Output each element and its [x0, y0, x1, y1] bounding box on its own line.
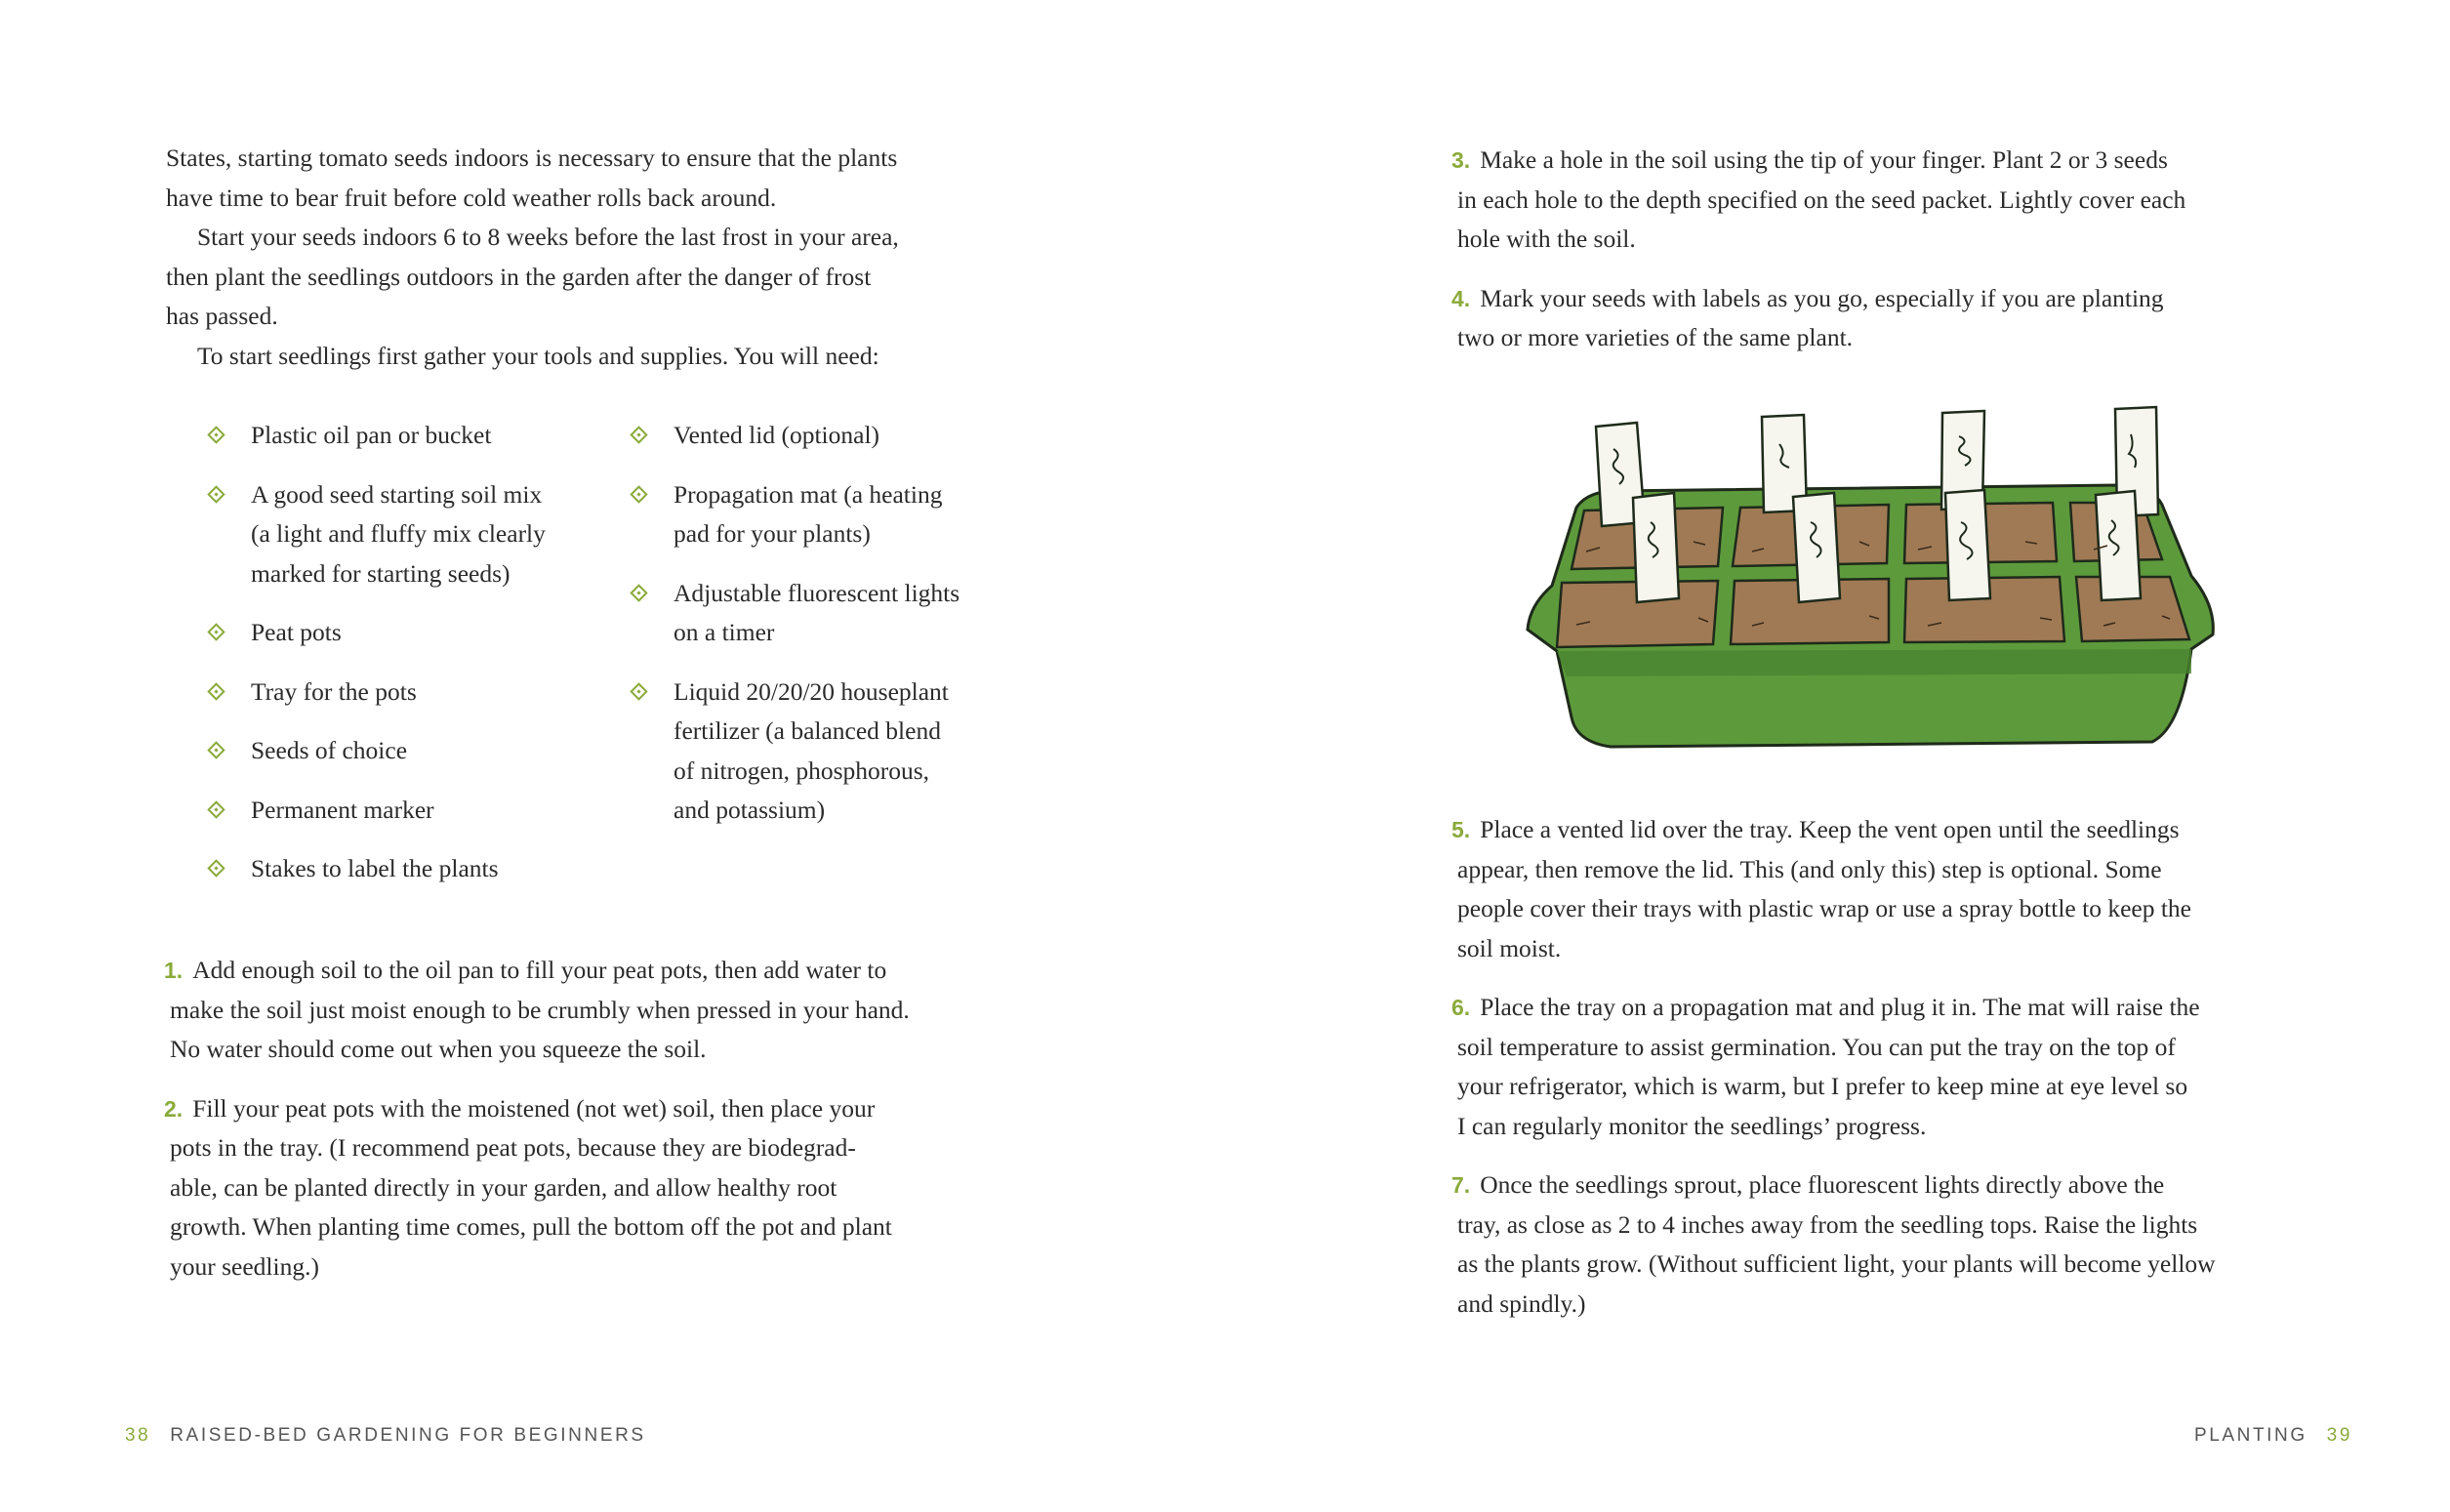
- diamond-bullet-icon: [207, 800, 225, 818]
- page-footer-left: [125, 1425, 646, 1447]
- step-line: make the soil just moist enough to be crumbly when pressed in your hand.: [170, 995, 910, 1024]
- list-item-line: Stakes to label the plants: [251, 854, 499, 882]
- step-4: [1451, 279, 2349, 358]
- intro-line: States, starting tomato seeds indoors is necessary to ensure that the plants: [166, 143, 898, 172]
- page-number: 39: [2326, 1425, 2352, 1446]
- tray-rim: [1557, 649, 2191, 676]
- list-item: [210, 849, 620, 889]
- page-number: 38: [125, 1425, 151, 1446]
- step-5: [1451, 810, 2369, 968]
- list-item-line: Seeds of choice: [251, 736, 408, 764]
- list-item-line: Plastic oil pan or bucket: [251, 421, 492, 449]
- section-title: PLANTING: [2193, 1425, 2307, 1446]
- list-item-line: Propagation mat (a heating: [674, 479, 943, 509]
- step-7: [1451, 1165, 2369, 1324]
- supplies-list-col2: [633, 416, 1052, 831]
- list-item: [210, 416, 620, 456]
- list-item-line: Liquid 20/20/20 houseplant: [674, 676, 949, 706]
- diamond-bullet-icon: [207, 682, 225, 700]
- steps-left: [164, 951, 1052, 1287]
- step-line: your refrigerator, which is warm, but I prefer to keep mine at eye level so: [1457, 1072, 2188, 1100]
- diamond-bullet-icon: [207, 859, 225, 877]
- diamond-bullet-icon: [207, 426, 225, 443]
- step-line: Place a vented lid over the tray. Keep the vent open until the seedlings: [1480, 815, 2180, 843]
- list-item-line: and potassium): [674, 796, 826, 824]
- step-number: 5.: [1451, 817, 1471, 842]
- step-number: 2.: [164, 1095, 184, 1122]
- steps-right-bottom: [1451, 810, 2369, 1324]
- step-line: two or more varieties of the same plant.: [1457, 323, 1854, 351]
- list-item-line: pad for your plants): [674, 519, 871, 548]
- step-6: [1451, 988, 2369, 1146]
- step-3: [1451, 141, 2349, 260]
- page-footer-right: [2194, 1425, 2352, 1447]
- step-line: in each hole to the depth specified on the seed packet. Lightly cover each: [1457, 184, 2186, 214]
- list-item-line: fertilizer (a balanced blend: [674, 716, 941, 745]
- step-number: 6.: [1451, 995, 1471, 1020]
- step-line: people cover their trays with plastic wrap or use a spray bottle to keep the: [1457, 894, 2192, 922]
- plant-label: [1793, 493, 1840, 602]
- step-number: 4.: [1451, 285, 1471, 311]
- list-item-line: Adjustable fluorescent lights: [674, 578, 960, 607]
- step-line: I can regularly monitor the seedlings’ progress.: [1457, 1111, 1927, 1140]
- step-line: hole with the soil.: [1457, 225, 1636, 253]
- step-line: Make a hole in the soil using the tip of your finger. Plant 2 or 3 seeds: [1480, 145, 2168, 174]
- list-item: [210, 475, 620, 594]
- paragraph-line: Start your seeds indoors 6 to 8 weeks before the last frost in your area,: [197, 223, 899, 251]
- step-line: growth. When planting time comes, pull the bottom off the pot and plant: [170, 1212, 892, 1241]
- step-line: No water should come out when you squeeze the soil.: [170, 1035, 707, 1063]
- list-item-line: Vented lid (optional): [674, 421, 880, 449]
- step-line: Place the tray on a propagation mat and plug it in. The mat will raise the: [1480, 993, 2200, 1021]
- step-line: able, can be planted directly in your garden, and allow healthy root: [170, 1172, 837, 1202]
- step-line: soil temperature to assist germination. You can put the tray on the top of: [1457, 1032, 2176, 1061]
- intro-text: [166, 139, 1044, 376]
- paragraph-line: To start seedlings first gather your tools and supplies. You will need:: [197, 341, 879, 370]
- seed-tray-illustration-icon: [1518, 395, 2221, 756]
- list-item: [633, 416, 1052, 456]
- list-item-line: marked for starting seeds): [251, 558, 510, 588]
- list-item-line: Permanent marker: [251, 795, 434, 824]
- step-line: Mark your seeds with labels as you go, especially if you are planting: [1480, 283, 2164, 312]
- step-line: your seedling.): [170, 1251, 319, 1281]
- diamond-bullet-icon: [207, 741, 225, 758]
- list-item: [633, 475, 1052, 554]
- step-line: as the plants grow. (Without sufficient light, your plants will become yellow: [1457, 1249, 2216, 1278]
- paragraph-line: has passed.: [166, 302, 278, 330]
- step-number: 3.: [1451, 147, 1471, 173]
- list-item: [210, 673, 620, 713]
- step-1: [164, 951, 1052, 1070]
- list-item-line: Tray for the pots: [251, 676, 417, 706]
- diamond-bullet-icon: [630, 485, 647, 503]
- running-title: RAISED-BED GARDENING FOR BEGINNERS: [170, 1425, 646, 1446]
- list-item: [210, 731, 620, 771]
- step-2: [164, 1089, 1052, 1287]
- list-item-line: (a light and fluffy mix clearly: [251, 519, 546, 548]
- intro-line: have time to bear fruit before cold weather rolls back around.: [166, 183, 777, 212]
- list-item: [210, 791, 620, 831]
- right-page: [1225, 0, 2450, 1512]
- diamond-bullet-icon: [630, 584, 647, 601]
- paragraph-line: then plant the seedlings outdoors in the garden after the danger of frost: [166, 262, 872, 291]
- step-line: soil moist.: [1457, 933, 1562, 962]
- step-line: Add enough soil to the oil pan to fill your peat pots, then add water to: [192, 956, 887, 984]
- list-item: [210, 613, 620, 653]
- list-item-line: Peat pots: [251, 618, 342, 646]
- list-item: [633, 673, 1052, 831]
- diamond-bullet-icon: [630, 682, 647, 700]
- step-line: Fill your peat pots with the moistened (not wet) soil, then place your: [192, 1093, 876, 1123]
- step-line: appear, then remove the lid. This (and only this) step is optional. Some: [1457, 854, 2162, 883]
- step-line: pots in the tray. (I recommend peat pots, because they are biodegrad-: [170, 1133, 856, 1162]
- step-number: 7.: [1451, 1172, 1471, 1198]
- step-line: Once the seedlings sprout, place fluorescent lights directly above the: [1480, 1170, 2165, 1199]
- diamond-bullet-icon: [630, 426, 647, 443]
- diamond-bullet-icon: [207, 623, 225, 640]
- steps-right-top: [1451, 141, 2349, 358]
- step-line: tray, as close as 2 to 4 inches away from the seedling tops. Raise the lights: [1457, 1209, 2198, 1239]
- diamond-bullet-icon: [207, 485, 225, 503]
- supplies-list-col1: [210, 416, 620, 889]
- list-item: [633, 574, 1052, 653]
- list-item-line: A good seed starting soil mix: [251, 479, 543, 509]
- step-line: and spindly.): [1457, 1288, 1586, 1318]
- plant-label: [1945, 490, 1990, 600]
- list-item-line: of nitrogen, phosphorous,: [674, 756, 930, 785]
- list-item-line: on a timer: [674, 618, 775, 646]
- step-number: 1.: [164, 958, 184, 983]
